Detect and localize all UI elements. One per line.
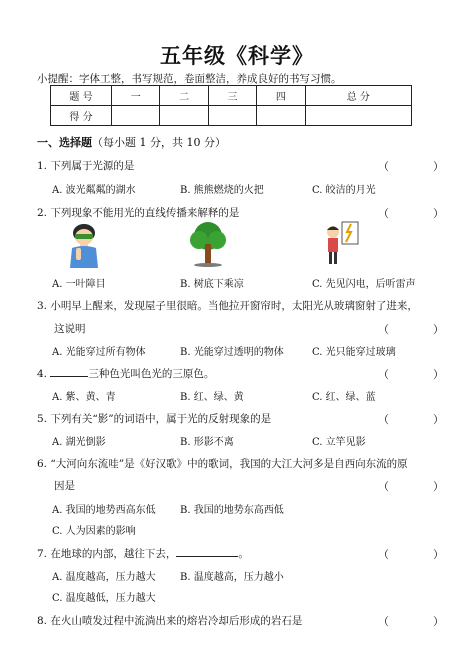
score-table-score-row [51, 106, 412, 126]
score-row-label: 得 分 [51, 106, 112, 126]
header-cell: 二 [160, 86, 208, 106]
q5-option-c: C. 立竿见影 [312, 437, 366, 448]
q7-suffix: 。 [238, 548, 249, 560]
section-note: （每小题 1 分，共 10 分） [92, 136, 226, 149]
q1-option-b: B. 熊熊燃烧的火把 [180, 185, 264, 196]
tree-shade-illustration [188, 220, 228, 268]
score-table-header-row [51, 86, 412, 106]
answer-parentheses[interactable]: （ ） [378, 160, 444, 173]
answer-parentheses[interactable]: （ ） [378, 480, 444, 493]
q7-option-a: A. 温度越高，压力越大 [52, 572, 156, 583]
header-cell: 题 号 [51, 86, 112, 106]
question-6-line-2: 因是 [54, 480, 75, 492]
q3-option-a: A. 光能穿过所有物体 [52, 347, 146, 358]
q2-option-b: B. 树底下乘凉 [180, 279, 244, 290]
score-cell[interactable] [112, 106, 160, 126]
score-cell[interactable] [257, 106, 305, 126]
q7-option-c: C. 温度越低，压力越大 [52, 593, 156, 604]
q5-option-b: B. 形影不离 [180, 437, 234, 448]
q6-option-b: B. 我国的地势东高西低 [180, 505, 284, 516]
q2-option-a: A. 一叶障目 [52, 279, 106, 290]
child-watching-lightning-illustration [320, 220, 360, 268]
question-1-text: 1. 下列属于光源的是 [37, 160, 135, 172]
question-8-text: 8. 在火山喷发过程中流淌出来的熔岩冷却后形成的岩石是 [37, 615, 303, 627]
fill-in-blank[interactable] [176, 546, 238, 557]
question-4-text [37, 366, 214, 381]
score-cell[interactable] [160, 106, 208, 126]
q4-prefix: 4. [37, 368, 51, 380]
answer-parentheses[interactable]: （ ） [378, 548, 444, 561]
question-7-text [37, 546, 249, 561]
question-2-text: 2. 下列现象不能用光的直线传播来解释的是 [37, 207, 240, 219]
question-3-line-1: 3. 小明早上醒来，发现屋子里很暗。当他拉开窗帘时，太阳光从玻璃窗射了进来， [37, 300, 418, 312]
answer-parentheses[interactable]: （ ） [378, 368, 444, 381]
q1-option-a: A. 波光粼粼的湖水 [52, 185, 136, 196]
reminder-text: 小提醒：字体工整，书写规范，卷面整洁，养成良好的书写习惯。 [37, 73, 342, 85]
question-5-text: 5. 下列有关“影”的词语中，属于光的反射现象的是 [37, 413, 272, 425]
answer-parentheses[interactable]: （ ） [378, 413, 444, 426]
q6-option-c: C. 人为因素的影响 [52, 526, 136, 537]
score-cell[interactable] [305, 106, 411, 126]
q5-option-a: A. 湖光倒影 [52, 437, 106, 448]
page-title: 五年级《科学》 [160, 44, 314, 68]
question-3-line-2: 这说明 [54, 323, 86, 335]
q7-prefix: 7. 在地球的内部，越往下去， [37, 548, 177, 560]
section-heading [37, 134, 226, 150]
child-covering-eyes-illustration [64, 222, 104, 268]
header-cell: 总 分 [305, 86, 411, 106]
q6-option-a: A. 我国的地势西高东低 [52, 505, 156, 516]
answer-parentheses[interactable]: （ ） [378, 615, 444, 628]
answer-parentheses[interactable]: （ ） [378, 207, 444, 220]
section-title: 一、选择题 [37, 136, 92, 149]
q4-option-a: A. 紫、黄、青 [52, 392, 116, 403]
question-6-line-1: 6. “大河向东流哇”是《好汉歌》中的歌词，我国的大江大河多是自西向东流的原 [37, 458, 408, 470]
answer-parentheses[interactable]: （ ） [378, 323, 444, 336]
score-cell[interactable] [208, 106, 256, 126]
q3-option-b: B. 光能穿过透明的物体 [180, 347, 284, 358]
header-cell: 一 [112, 86, 160, 106]
q3-option-c: C. 光只能穿过玻璃 [312, 347, 396, 358]
fill-in-blank[interactable] [50, 366, 88, 377]
header-cell: 四 [257, 86, 305, 106]
q1-option-c: C. 皎洁的月光 [312, 185, 376, 196]
header-cell: 三 [208, 86, 256, 106]
q2-option-c: C. 先见闪电，后听雷声 [312, 279, 416, 290]
q4-option-c: C. 红、绿、蓝 [312, 392, 376, 403]
score-table [50, 85, 412, 126]
q7-option-b: B. 温度越高，压力越小 [180, 572, 284, 583]
q4-suffix: 三种色光叫色光的三原色。 [88, 368, 215, 380]
q4-option-b: B. 红、绿、黄 [180, 392, 244, 403]
